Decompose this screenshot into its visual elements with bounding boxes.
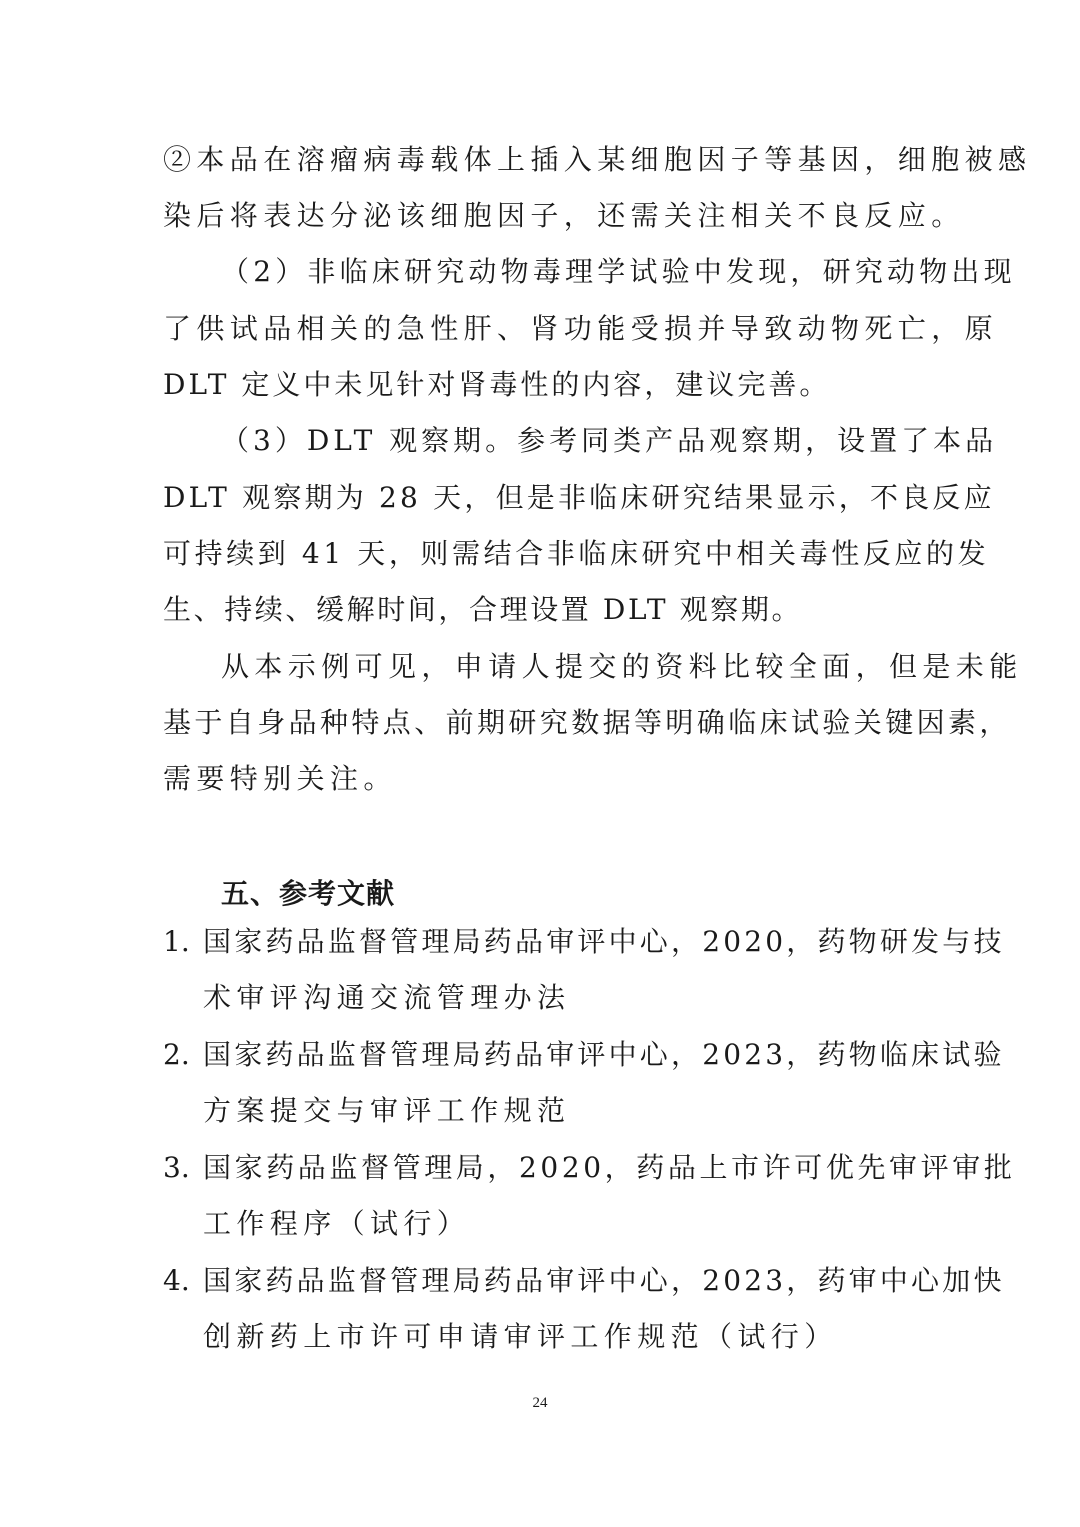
body-line-7: DLT 观察期为 28 天，但是非临床研究结果显示，不良反应 [163, 481, 995, 514]
reference-2-line-2: 方案提交与审评工作规范 [203, 1094, 571, 1127]
body-line-6: （3）DLT 观察期。参考同类产品观察期，设置了本品 [221, 424, 998, 457]
body-line-2: 染后将表达分泌该细胞因子，还需关注相关不良反应。 [163, 199, 965, 232]
reference-3-line-1: 国家药品监督管理局，2020，药品上市许可优先审评审批 [203, 1151, 1016, 1184]
references-heading: 五、参考文献 [221, 877, 396, 910]
reference-1-line-2: 术审评沟通交流管理办法 [203, 981, 571, 1014]
reference-4-line-1: 国家药品监督管理局药品审评中心，2023，药审中心加快 [203, 1264, 1005, 1297]
body-line-8: 可持续到 41 天，则需结合非临床研究中相关毒性反应的发 [163, 537, 990, 570]
body-line-5: DLT 定义中未见针对肾毒性的内容，建议完善。 [163, 368, 831, 401]
body-line-3: （2）非临床研究动物毒理学试验中发现，研究动物出现 [221, 255, 1016, 288]
reference-1-line-1: 国家药品监督管理局药品审评中心，2020，药物研发与技 [203, 925, 1005, 958]
body-line-10: 从本示例可见，申请人提交的资料比较全面，但是未能 [221, 650, 1023, 683]
reference-2-number: 2. [163, 1038, 190, 1071]
reference-4-line-2: 创新药上市许可申请审评工作规范（试行） [203, 1320, 838, 1353]
body-line-4: 了供试品相关的急性肝、肾功能受损并导致动物死亡，原 [163, 312, 999, 345]
reference-1-number: 1. [163, 925, 190, 958]
reference-2-line-1: 国家药品监督管理局药品审评中心，2023，药物临床试验 [203, 1038, 1005, 1071]
reference-3-line-2: 工作程序（试行） [203, 1207, 471, 1240]
body-line-1: ②本品在溶瘤病毒载体上插入某细胞因子等基因，细胞被感 [163, 143, 1032, 176]
reference-3-number: 3. [163, 1151, 190, 1184]
body-line-9: 生、持续、缓解时间，合理设置 DLT 观察期。 [163, 593, 803, 626]
body-line-12: 需要特别关注。 [163, 762, 397, 795]
body-line-11: 基于自身品种特点、前期研究数据等明确临床试验关键因素， [163, 706, 1011, 739]
reference-4-number: 4. [163, 1264, 190, 1297]
page-number: 24 [532, 1395, 548, 1411]
